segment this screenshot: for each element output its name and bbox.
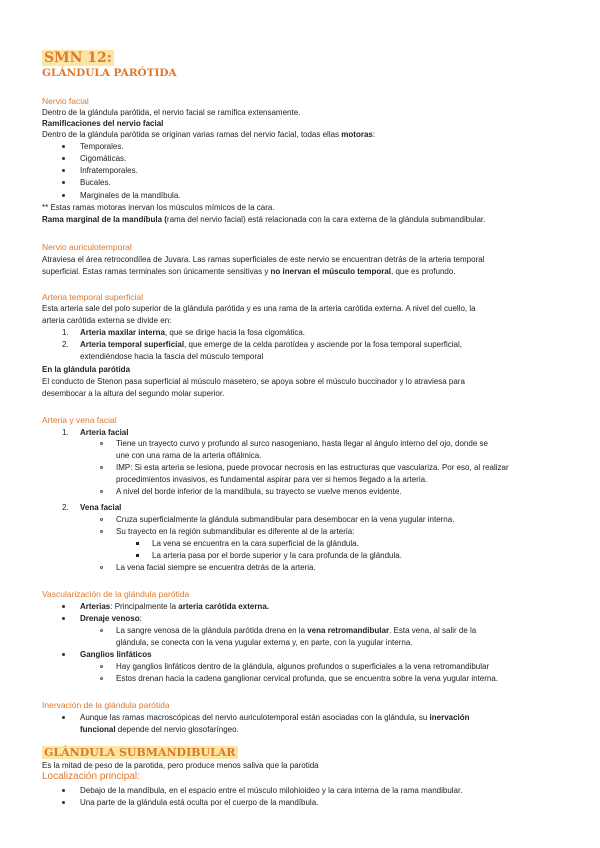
list-number: 2. — [62, 503, 69, 512]
page-subtitle: GLÁNDULA PARÓTIDA — [42, 67, 177, 79]
bullet-icon — [62, 145, 65, 148]
subheading-ramificaciones: Ramificaciones del nervio facial — [42, 119, 164, 128]
circle-bullet-icon — [100, 442, 103, 445]
paragraph: Dentro de la glándula parótida, el nervio facial se ramifica extensamente. — [42, 108, 301, 117]
section-heading-inervacion: Inervación de la glándula parótida — [42, 700, 170, 710]
section-heading-arteria-temporal: Arteria temporal superficial — [42, 292, 144, 302]
bullet-icon — [62, 617, 65, 620]
paragraph: Es la mitad de peso de la parotida, pero produce menos saliva que la parotida — [42, 761, 319, 770]
circle-bullet-icon — [100, 518, 103, 521]
list-number: 2. — [62, 340, 69, 349]
list-item: Temporales. — [80, 142, 124, 151]
bullet-icon — [62, 789, 65, 792]
note: ** Estas ramas motoras inervan los músculos mímicos de la cara. — [42, 203, 275, 212]
paragraph: Dentro de la glándula parótida se originan varias ramas del nervio facial, todas ellas motoras: — [42, 130, 376, 139]
paragraph: superficial. Estas ramas terminales son únicamente sensitivas y no inervan el músculo temporal, que es profundo. — [42, 267, 456, 276]
list-item-continuation: funcional depende del nervio glosofaríngeo. — [80, 725, 239, 734]
list-item: Aunque las ramas macroscópicas del nervio auriculotemporal están asociadas con la glándula, su inervación — [80, 713, 470, 722]
page-title: SMN 12: — [44, 50, 112, 66]
list-item-continuation: une con una rama de la arteria oftálmica. — [116, 451, 262, 460]
list-item: La arteria pasa por el borde superior y la cara profunda de la glándula. — [152, 551, 402, 560]
circle-bullet-icon — [100, 566, 103, 569]
list-item: Debajo de la mandíbula, en el espacio entre el músculo milohioideo y la cara interna de la rama mandibular. — [80, 786, 463, 795]
list-item: Arteria maxilar interna, que se dirige hacia la fosa cigomática. — [80, 328, 306, 337]
bullet-icon — [62, 801, 65, 804]
list-item: IMP: Si esta arteria se lesiona, puede provocar necrosis en las estructuras que vasculariza. Por eso, al realizar — [116, 463, 509, 472]
section-heading-arteria-vena-facial: Arteria y vena facial — [42, 415, 117, 425]
bullet-icon — [62, 181, 65, 184]
list-number: 1. — [62, 328, 69, 337]
list-item: La sangre venosa de la glándula parótida drena en la vena retromandibular. Esta vena, al salir de la — [116, 626, 477, 635]
square-bullet-icon — [136, 542, 139, 545]
list-item-continuation: extendiéndose hacia la fascia del músculo temporal — [80, 352, 264, 361]
list-item: A nivel del borde inferior de la mandíbula, su trayecto se vuelve menos evidente. — [116, 487, 402, 496]
list-item: Estos drenan hacia la cadena ganglionar cervical profunda, que se encuentra sobre la vena yugular interna. — [116, 674, 499, 683]
paragraph: Esta arteria sale del polo superior de la glándula parótida y es una rama de la arteria carótida externa. A nivel del cuello, la — [42, 304, 476, 313]
section-heading-nervio-facial: Nervio facial — [42, 96, 89, 106]
list-item: Infratemporales. — [80, 166, 138, 175]
list-item: Drenaje venoso: — [80, 614, 142, 623]
bullet-icon — [62, 194, 65, 197]
list-item: Cigomáticas. — [80, 154, 127, 163]
square-bullet-icon — [136, 554, 139, 557]
list-item-continuation: glándula, se conecta con la vena yugular externa y, en parte, con la yugular interna. — [116, 638, 413, 647]
list-item: Ganglios linfáticos — [80, 650, 152, 659]
list-item: Cruza superficialmente la glándula submandibular para desembocar en la vena yugular interna. — [116, 515, 455, 524]
list-item: Bucales. — [80, 178, 111, 187]
paragraph: El conducto de Stenon pasa superficial al músculo masetero, se apoya sobre el músculo buccinador y lo atraviesa para — [42, 377, 465, 386]
bullet-icon — [62, 716, 65, 719]
list-item: Marginales de la mandíbula. — [80, 191, 181, 200]
paragraph: desembocar a la altura del segundo molar superior. — [42, 389, 225, 398]
bullet-icon — [62, 653, 65, 656]
list-item: Su trayecto en la región submandibular es diferente al de la arteria: — [116, 527, 355, 536]
list-item: La vena facial siempre se encuentra detrás de la arteria. — [116, 563, 316, 572]
list-item: Arteria temporal superficial, que emerge de la celda parotídea y asciende por la fosa temporal superficial, — [80, 340, 462, 349]
list-item: Arterias: Principalmente la arteria carótida externa. — [80, 602, 269, 611]
circle-bullet-icon — [100, 629, 103, 632]
bullet-icon — [62, 157, 65, 160]
subheading-en-la-glandula: En la glándula parótida — [42, 365, 131, 374]
paragraph: arteria carótida externa se divide en: — [42, 316, 172, 325]
list-number: 1. — [62, 428, 69, 437]
subheading-localizacion: Localización principal: — [42, 771, 140, 782]
bullet-icon — [62, 605, 65, 608]
list-item: La vena se encuentra en la cara superficial de la glándula. — [152, 539, 359, 548]
list-item-continuation: procedimientos invasivos, es fundamental aspirar para ver si hemos llegado a la arteria. — [116, 475, 428, 484]
list-item-title: Vena facial — [80, 503, 122, 512]
circle-bullet-icon — [100, 490, 103, 493]
section-heading-auriculotemporal: Nervio auriculotemporal — [42, 242, 132, 252]
list-item: Hay ganglios linfáticos dentro de la glándula, algunos profundos o superficiales a la vena retromandibular — [116, 662, 490, 671]
circle-bullet-icon — [100, 677, 103, 680]
list-item-title: Arteria facial — [80, 428, 129, 437]
list-item: Una parte de la glándula está oculta por el cuerpo de la mandíbula. — [80, 798, 319, 807]
paragraph: Rama marginal de la mandíbula (rama del nervio facial) está relacionada con la cara externa de la glándula submandibular. — [42, 215, 486, 224]
circle-bullet-icon — [100, 466, 103, 469]
paragraph: Atraviesa el área retrocondílea de Juvara. Las ramas superficiales de este nervio se encuentran detrás de la arteria temporal — [42, 255, 485, 264]
bullet-icon — [62, 169, 65, 172]
list-item: Tiene un trayecto curvo y profundo al surco nasogeniano, hasta llegar al ángulo interno del ojo, donde se — [116, 439, 488, 448]
circle-bullet-icon — [100, 530, 103, 533]
section-title-submandibular: GLÁNDULA SUBMANDIBULAR — [44, 746, 236, 759]
circle-bullet-icon — [100, 665, 103, 668]
section-heading-vascularizacion: Vascularización de la glándula parótida — [42, 589, 190, 599]
